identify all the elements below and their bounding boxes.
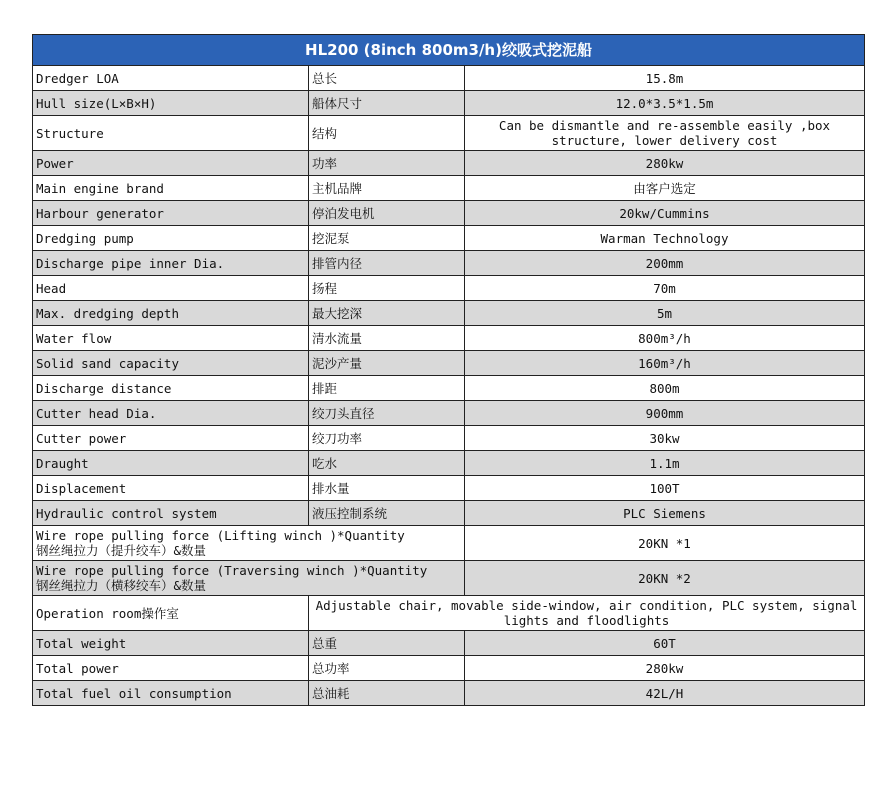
item-name-zh: 绞刀头直径	[309, 401, 465, 426]
item-value: 20KN *1	[465, 526, 865, 561]
item-name-zh: 最大挖深	[309, 301, 465, 326]
table-row	[33, 526, 865, 561]
item-value: 15.8m	[465, 66, 865, 91]
item-name-en: Harbour generator	[33, 201, 309, 226]
table-row	[33, 376, 865, 401]
item-name-en: Total fuel oil consumption	[33, 681, 309, 706]
item-name-en: Cutter head Dia.	[33, 401, 309, 426]
item-value: 30kw	[465, 426, 865, 451]
item-name-en: Discharge distance	[33, 376, 309, 401]
item-name-zh: 总重	[309, 631, 465, 656]
item-name-zh: 泥沙产量	[309, 351, 465, 376]
table-row	[33, 451, 865, 476]
item-name-en: Hydraulic control system	[33, 501, 309, 526]
item-name-zh: 停泊发电机	[309, 201, 465, 226]
item-name-zh: 总油耗	[309, 681, 465, 706]
item-value: 20kw/Cummins	[465, 201, 865, 226]
item-name-en: Cutter power	[33, 426, 309, 451]
table-row	[33, 176, 865, 201]
item-value: 280kw	[465, 151, 865, 176]
item-name-en: Water flow	[33, 326, 309, 351]
item-name-zh: 总功率	[309, 656, 465, 681]
table-row	[33, 276, 865, 301]
item-name-en: Wire rope pulling force (Traversing winch )*Quantity	[36, 563, 428, 578]
item-name-en: Hull size(L×B×H)	[33, 91, 309, 116]
table-row	[33, 631, 865, 656]
item-name-en: Dredging pump	[33, 226, 309, 251]
item-value: 由客户选定	[465, 176, 865, 201]
item-name-zh: 船体尺寸	[309, 91, 465, 116]
table-row	[33, 226, 865, 251]
table-row	[33, 116, 865, 151]
item-value: 800m	[465, 376, 865, 401]
item-name-zh: 总长	[309, 66, 465, 91]
item-name-en: Total power	[33, 656, 309, 681]
item-name-zh: 排水量	[309, 476, 465, 501]
item-value: 900mm	[465, 401, 865, 426]
table-row	[33, 476, 865, 501]
table-row	[33, 426, 865, 451]
item-name-en: Solid sand capacity	[33, 351, 309, 376]
spec-sheet	[32, 34, 864, 706]
item-name: Operation room操作室	[33, 596, 309, 631]
item-name-zh: 功率	[309, 151, 465, 176]
table-row	[33, 596, 865, 631]
item-name-en: Displacement	[33, 476, 309, 501]
item-value: 12.0*3.5*1.5m	[465, 91, 865, 116]
item-name-en: Power	[33, 151, 309, 176]
item-name-zh: 排管内径	[309, 251, 465, 276]
item-name-en: Main engine brand	[33, 176, 309, 201]
item-value: 800m³/h	[465, 326, 865, 351]
item-name-en: Max. dredging depth	[33, 301, 309, 326]
table-row	[33, 681, 865, 706]
item-name	[33, 526, 465, 561]
item-value: 200mm	[465, 251, 865, 276]
table-row	[33, 66, 865, 91]
item-name-en: Wire rope pulling force (Lifting winch )*Quantity	[36, 528, 405, 543]
item-name-en: Draught	[33, 451, 309, 476]
table-row	[33, 151, 865, 176]
table-row	[33, 251, 865, 276]
item-name-zh: 排距	[309, 376, 465, 401]
table-row	[33, 326, 865, 351]
item-value: Warman Technology	[465, 226, 865, 251]
item-name-en: Total weight	[33, 631, 309, 656]
item-value: 60T	[465, 631, 865, 656]
item-name-zh: 钢丝绳拉力（提升绞车）&数量	[36, 543, 207, 558]
table-row	[33, 401, 865, 426]
item-name-zh: 绞刀功率	[309, 426, 465, 451]
item-name-zh: 钢丝绳拉力（横移绞车）&数量	[36, 578, 207, 593]
table-row	[33, 561, 865, 596]
table-title-row	[33, 35, 865, 66]
item-value: 42L/H	[465, 681, 865, 706]
item-name	[33, 561, 465, 596]
item-name-zh: 结构	[309, 116, 465, 151]
item-value: 70m	[465, 276, 865, 301]
table-row	[33, 656, 865, 681]
item-name-zh: 扬程	[309, 276, 465, 301]
item-value: Adjustable chair, movable side-window, air condition, PLC system, signal lights and floodlights	[309, 596, 865, 631]
table-row	[33, 501, 865, 526]
item-value: 1.1m	[465, 451, 865, 476]
item-value: Can be dismantle and re-assemble easily ,box structure, lower delivery cost	[465, 116, 865, 151]
item-value: 20KN *2	[465, 561, 865, 596]
item-name-en: Dredger LOA	[33, 66, 309, 91]
item-name-zh: 清水流量	[309, 326, 465, 351]
item-value: 160m³/h	[465, 351, 865, 376]
item-value: 100T	[465, 476, 865, 501]
item-name-zh: 吃水	[309, 451, 465, 476]
table-row	[33, 301, 865, 326]
table-row	[33, 201, 865, 226]
table-row	[33, 351, 865, 376]
item-name-en: Head	[33, 276, 309, 301]
item-name-zh: 挖泥泵	[309, 226, 465, 251]
item-name-zh: 主机品牌	[309, 176, 465, 201]
item-value: 280kw	[465, 656, 865, 681]
item-name-zh: 液压控制系统	[309, 501, 465, 526]
table-row	[33, 91, 865, 116]
item-name-en: Structure	[33, 116, 309, 151]
spec-table	[32, 34, 865, 706]
table-title: HL200 (8inch 800m3/h)绞吸式挖泥船	[33, 35, 865, 66]
item-name-en: Discharge pipe inner Dia.	[33, 251, 309, 276]
item-value: PLC Siemens	[465, 501, 865, 526]
item-value: 5m	[465, 301, 865, 326]
